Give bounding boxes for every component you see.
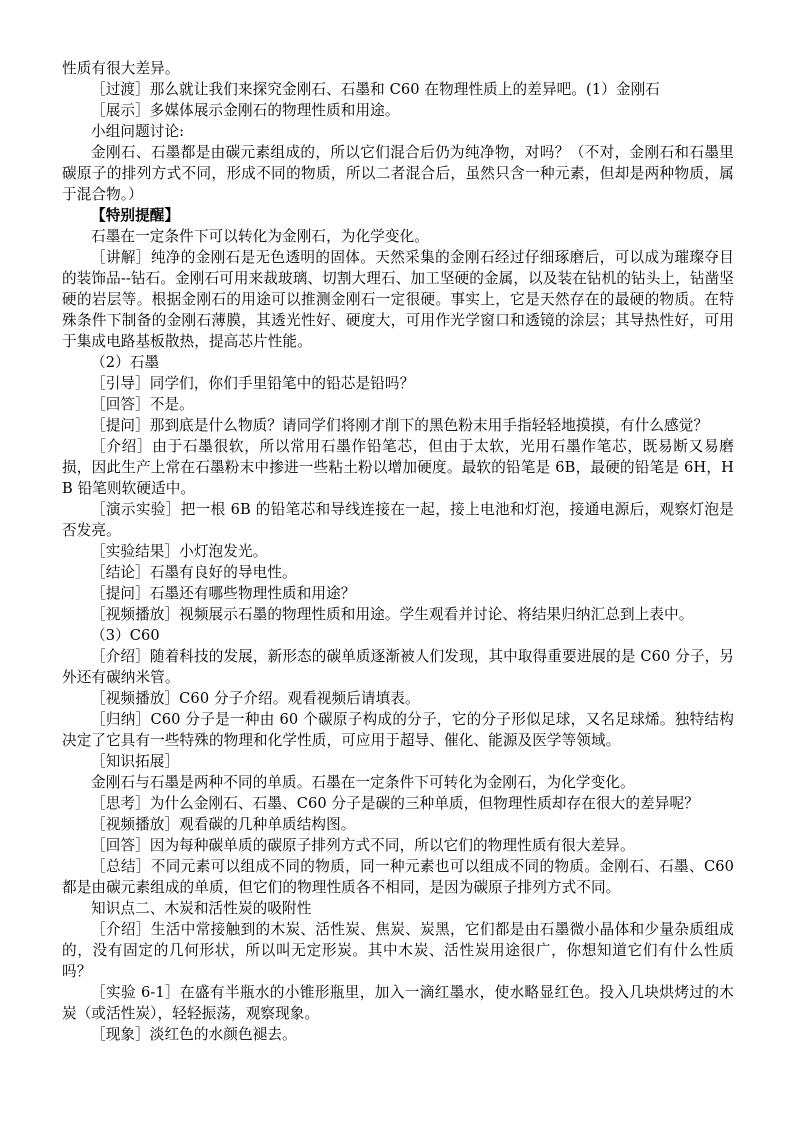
paragraph: ［介绍］随着科技的发展，新形态的碳单质逐渐被人们发现，其中取得重要进展的是 C60 分子，另外还有碳纳米管。 bbox=[62, 648, 734, 686]
paragraph: ［回答］因为每种碳单质的碳原子排列方式不同，所以它们的物理性质有很大差异。 bbox=[91, 837, 635, 854]
paragraph: （2）石墨 bbox=[91, 354, 160, 371]
paragraph: ［提问］那到底是什么物质？请同学们将刚才削下的黑色粉末用手指轻轻地摸摸，有什么感觉？ bbox=[91, 417, 709, 434]
paragraph: ［实验 6-1］在盛有半瓶水的小锥形瓶里，加入一滴红墨水，使水略显红色。投入几块烘烤过的木炭（或活性炭），轻轻振荡，观察现象。 bbox=[62, 984, 734, 1022]
section-heading: 【特别提醒】 bbox=[91, 207, 180, 224]
paragraph: 金刚石与石墨是两种不同的单质。石墨在一定条件下可转化为金刚石，为化学变化。 bbox=[91, 774, 635, 791]
paragraph: ［引导］同学们，你们手里铅笔中的铅芯是铅吗？ bbox=[91, 375, 415, 392]
paragraph: ［知识拓展］ bbox=[91, 753, 180, 770]
paragraph: ［思考］为什么金刚石、石墨、C60 分子是碳的三种单质，但物理性质却存在很大的差异呢？ bbox=[91, 795, 699, 812]
paragraph: ［过渡］那么就让我们来探究金刚石、石墨和 C60 在物理性质上的差异吧。(1）金刚石 bbox=[91, 81, 660, 98]
paragraph: ［现象］淡红色的水颜色褪去。 bbox=[91, 1026, 297, 1043]
paragraph: 金刚石、石墨都是由碳元素组成的，所以它们混合后仍为纯净物，对吗？（不对，金刚石和石墨里碳原子的排列方式不同，形成不同的物质，所以二者混合后，虽然只含一种元素，但却是两种物质，属于混合物。） bbox=[62, 144, 734, 203]
paragraph: ［总结］不同元素可以组成不同的物质，同一种元素也可以组成不同的物质。金刚石、石墨、C60 都是由碳元素组成的单质，但它们的物理性质各不相同，是因为碳原子排列方式不同。 bbox=[62, 858, 734, 896]
paragraph: ［展示］多媒体展示金刚石的物理性质和用途。 bbox=[91, 102, 400, 119]
paragraph: （3）C60 bbox=[91, 627, 160, 644]
paragraph: ［实验结果］小灯泡发光。 bbox=[91, 543, 268, 560]
paragraph: ［视频播放］C60 分子介绍。观看视频后请填表。 bbox=[91, 690, 420, 707]
paragraph: ［归纳］C60 分子是一种由 60 个碳原子构成的分子，它的分子形似足球，又名足球烯。独特结构决定了它具有一些特殊的物理和化学性质，可应用于超导、催化、能源及医学等领域。 bbox=[62, 711, 734, 749]
paragraph: 石墨在一定条件下可以转化为金刚石，为化学变化。 bbox=[91, 228, 429, 245]
paragraph: 性质有很大差异。 bbox=[62, 60, 180, 77]
section-heading: 知识点二、木炭和活性炭的吸附性 bbox=[91, 900, 312, 917]
paragraph: ［回答］不是。 bbox=[91, 396, 194, 413]
document-page bbox=[62, 58, 734, 1045]
paragraph: 小组问题讨论: bbox=[91, 123, 185, 140]
paragraph: ［结论］石墨有良好的导电性。 bbox=[91, 564, 297, 581]
paragraph: ［介绍］生活中常接触到的木炭、活性炭、焦炭、炭黑，它们都是由石墨微小晶体和少量杂质组成的，没有固定的几何形状，所以叫无定形炭。其中木炭、活性炭用途很广，你想知道它们有什么性质吗？ bbox=[62, 921, 734, 980]
paragraph: ［讲解］纯净的金刚石是无色透明的固体。天然采集的金刚石经过仔细琢磨后，可以成为璀璨夺目的装饰品--钻石。金刚石可用来裁玻璃、切割大理石、加工坚硬的金属，以及装在钻机的钻头上，钻凿坚硬的岩层等。根据金刚石的用途可以推测金刚石一定很硬。事实上，它是天然存在的最硬的物质。在特殊条件下制备的金刚石薄膜，其透光性好、硬度大，可用作光学窗口和透镜的涂层；其导热性好，可用于集成电路基板散热，提高芯片性能。 bbox=[62, 249, 734, 350]
paragraph: ［提问］石墨还有哪些物理性质和用途？ bbox=[91, 585, 356, 602]
paragraph: ［介绍］由于石墨很软，所以常用石墨作铅笔芯，但由于太软，光用石墨作笔芯，既易断又易磨损，因此生产上常在石墨粉末中掺进一些粘土粉以增加硬度。最软的铅笔是 6B，最硬的铅笔是 6H，HB 铅笔则软硬适中。 bbox=[62, 438, 734, 497]
paragraph: ［演示实验］把一根 6B 的铅笔芯和导线连接在一起，接上电池和灯泡，接通电源后，观察灯泡是否发亮。 bbox=[62, 501, 734, 539]
paragraph: ［视频播放］视频展示石墨的物理性质和用途。学生观看并讨论、将结果归纳汇总到上表中。 bbox=[91, 606, 694, 623]
paragraph: ［视频播放］观看碳的几种单质结构图。 bbox=[91, 816, 356, 833]
